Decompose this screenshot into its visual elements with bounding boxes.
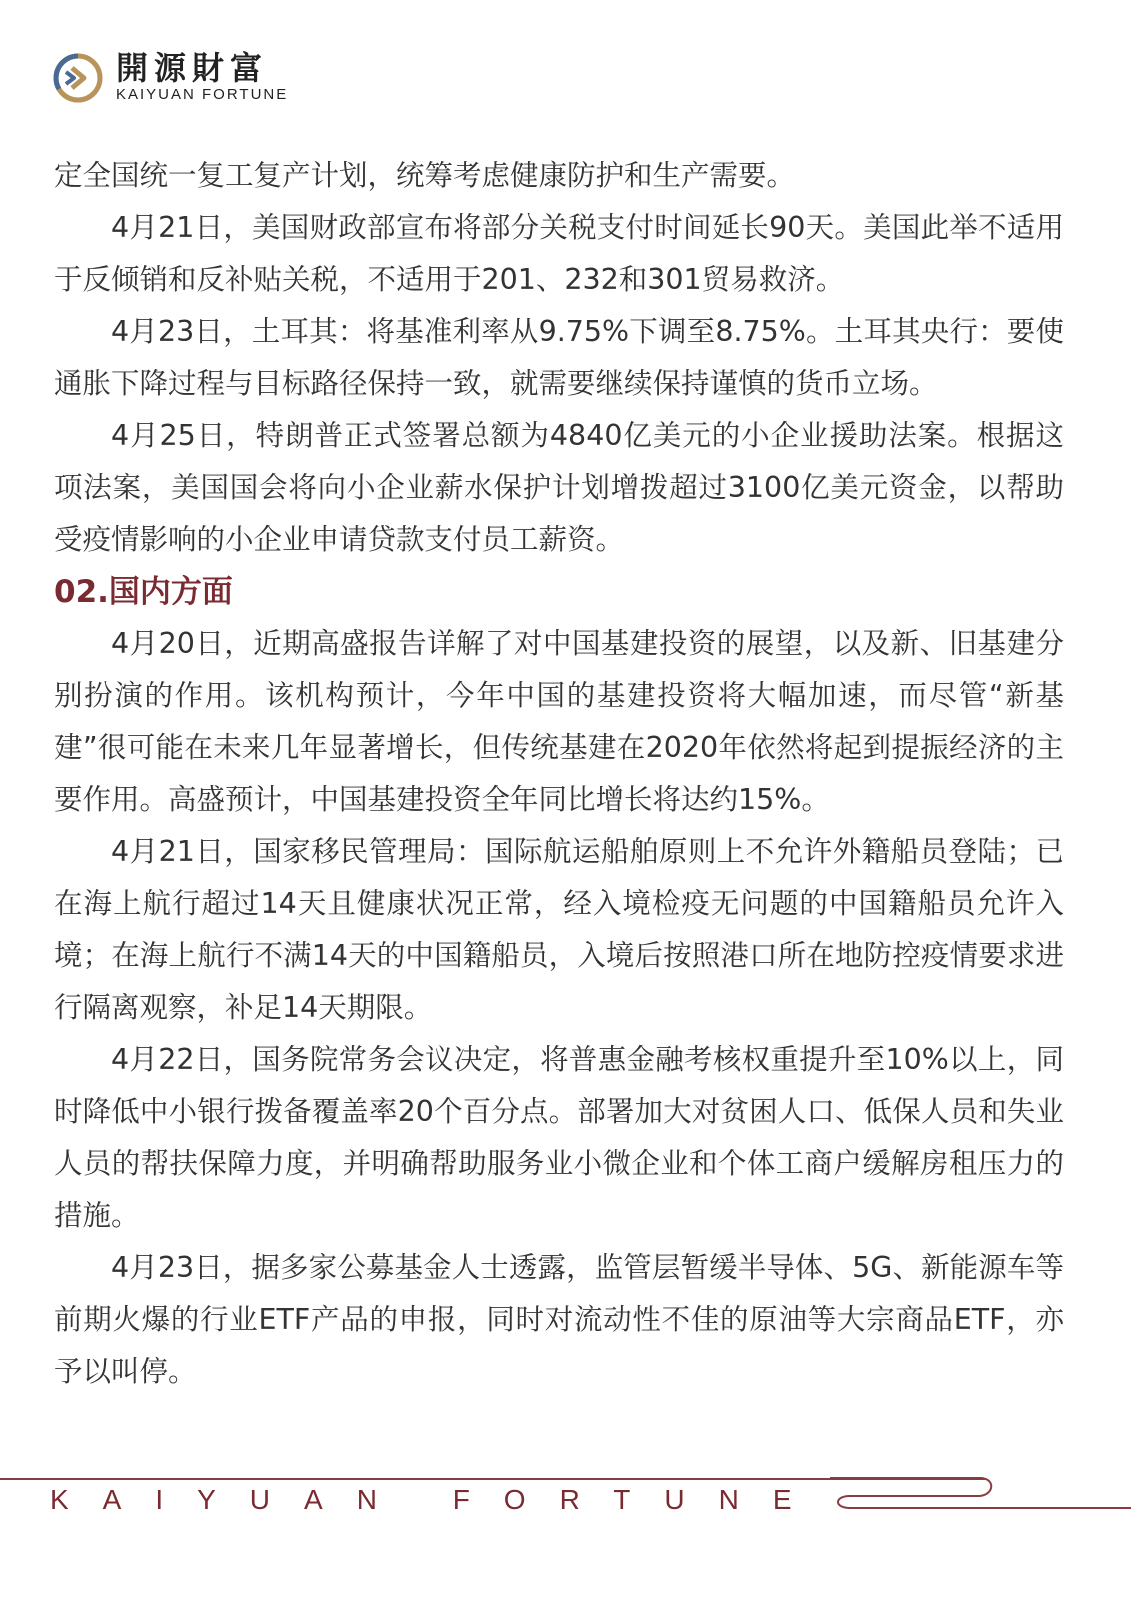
paragraph: 4月23日，据多家公募基金人士透露，监管层暂缓半导体、5G、新能源车等前期火爆的行业ETF产品的申报，同时对流动性不佳的原油等大宗商品ETF，亦予以叫停。 (54, 1251, 1064, 1388)
paragraph: 4月25日，特朗普正式签署总额为4840亿美元的小企业援助法案。根据这项法案，美国国会将向小企业薪水保护计划增拨超过3100亿美元资金，以帮助受疫情影响的小企业申请贷款支付员工薪资。 (54, 419, 1064, 556)
paragraph: 定全国统一复工复产计划，统筹考虑健康防护和生产需要。 (54, 159, 796, 192)
paragraph: 4月22日，国务院常务会议决定，将普惠金融考核权重提升至10%以上，同时降低中小银行拨备覆盖率20个百分点。部署加大对贫困人口、低保人员和失业人员的帮扶保障力度，并明确帮助服务业小微企业和个体工商户缓解房租压力的措施。 (54, 1043, 1064, 1232)
brand-name-english: KAIYUAN FORTUNE (116, 86, 289, 103)
brand-name-chinese: 開源財富 (116, 49, 269, 87)
footer-brand-text: KAIYUAN FORTUNE (50, 1484, 826, 1515)
page-header (52, 50, 352, 106)
section-title-domestic: 02.国内方面 (54, 574, 233, 610)
article-body (54, 150, 1064, 1398)
paragraph: 4月20日，近期高盛报告详解了对中国基建投资的展望，以及新、旧基建分别扮演的作用。该机构预计，今年中国的基建投资将大幅加速，而尽管“新基建”很可能在未来几年显著增长，但传统基建在2020年依然将起到提振经济的主要作用。高盛预计，中国基建投资全年同比增长将达约15%。 (54, 627, 1064, 816)
paragraph: 4月21日，美国财政部宣布将部分关税支付时间延长90天。美国此举不适用于反倾销和反补贴关税，不适用于201、232和301贸易救济。 (54, 211, 1064, 296)
page-footer (0, 1470, 1131, 1530)
kaiyuan-logo-icon (52, 52, 104, 104)
footer-swoosh-decoration (830, 1472, 1131, 1512)
paragraph: 4月23日，土耳其：将基准利率从9.75%下调至8.75%。土耳其央行：要使通胀下降过程与目标路径保持一致，就需要继续保持谨慎的货币立场。 (54, 315, 1064, 400)
paragraph: 4月21日，国家移民管理局：国际航运船舶原则上不允许外籍船员登陆；已在海上航行超过14天且健康状况正常，经入境检疫无问题的中国籍船员允许入境；在海上航行不满14天的中国籍船员，入境后按照港口所在地防控疫情要求进行隔离观察，补足14天期限。 (54, 835, 1064, 1024)
